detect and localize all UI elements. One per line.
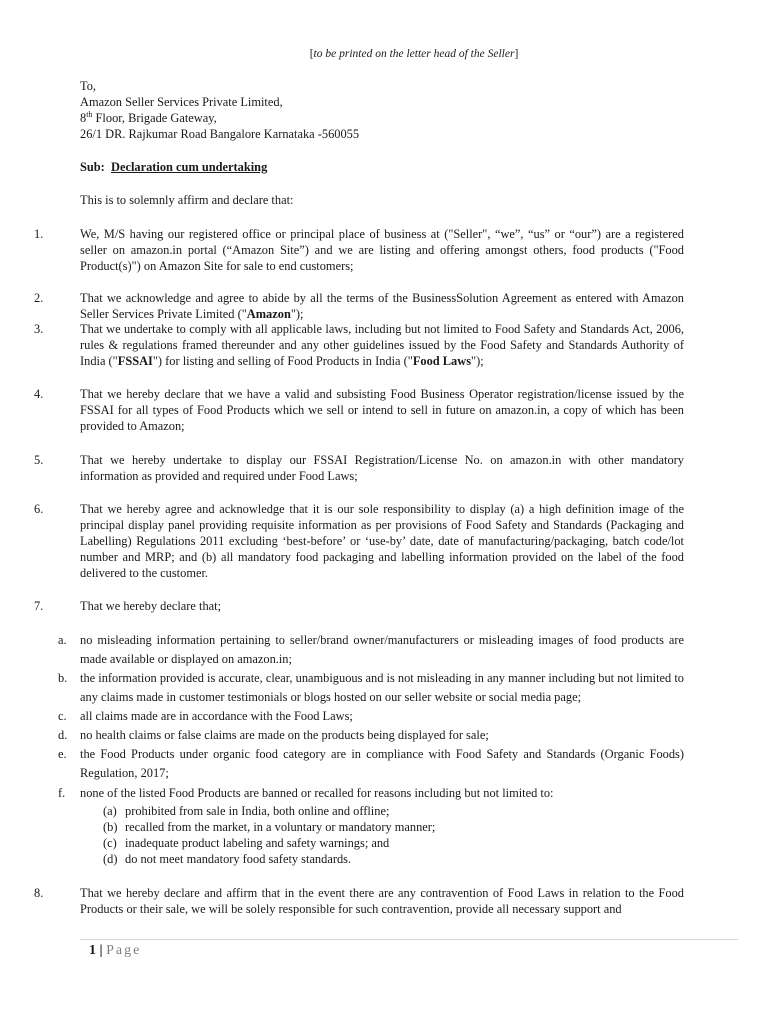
declaration-point-e: the Food Products under organic food category are in compliance with Food Safety and Standards (Organic Foods) Regulation, 2017; bbox=[80, 747, 684, 780]
address-to: To, bbox=[80, 79, 96, 93]
footer-divider bbox=[80, 939, 738, 940]
item-number: 4. bbox=[34, 387, 44, 401]
subject-line: Sub: Declaration cum undertaking bbox=[80, 160, 268, 174]
declaration-paragraph-4: That we hereby declare that we have a valid and subsisting Food Business Operator registration/license issued by the FSSAI for all types of Food Products which we sell or intend to sell in future on amazon.in, a copy of which has been provided to Amazon; bbox=[80, 387, 684, 433]
affirmation-text: This is to solemnly affirm and declare that: bbox=[80, 193, 294, 207]
item-number: 8. bbox=[34, 886, 44, 900]
declaration-point-f: none of the listed Food Products are banned or recalled for reasons including but not limited to: bbox=[80, 786, 554, 800]
page-number: 1 bbox=[89, 943, 96, 958]
declaration-paragraph-7: That we hereby declare that; bbox=[80, 599, 222, 613]
declaration-point-a: no misleading information pertaining to seller/brand owner/manufacturers or misleading images of food products are made available or displayed on amazon.in; bbox=[80, 633, 684, 666]
item-letter: b. bbox=[58, 671, 68, 685]
declaration-point-c: all claims made are in accordance with the Food Laws; bbox=[80, 709, 353, 723]
item-number: 6. bbox=[34, 502, 44, 516]
page-footer: 1 | Page bbox=[89, 943, 142, 958]
declaration-paragraph-2: That we acknowledge and agree to abide by all the terms of the BusinessSolution Agreement as entered with Amazon Seller Services Private Limited ("Amazon"); bbox=[80, 291, 684, 321]
address-company: Amazon Seller Services Private Limited, bbox=[80, 95, 283, 109]
address-floor: 8th Floor, Brigade Gateway, bbox=[80, 109, 217, 125]
item-number: 3. bbox=[34, 322, 44, 336]
sub-point: (b) recalled from the market, in a voluntary or mandatory manner; bbox=[103, 820, 436, 834]
header-note: [to be printed on the letter head of the Seller] bbox=[309, 48, 519, 60]
item-letter: d. bbox=[58, 728, 68, 742]
item-letter: f. bbox=[58, 786, 66, 800]
declaration-point-b: the information provided is accurate, clear, unambiguous and is not misleading in any manner including but not limited to any claims made in customer testimonials or blogs hosted on our seller website or social media page; bbox=[80, 671, 684, 704]
page-label: Page bbox=[106, 943, 142, 958]
sub-point: (d) do not meet mandatory food safety standards. bbox=[103, 852, 352, 866]
item-number: 2. bbox=[34, 291, 44, 305]
declaration-paragraph-8: That we hereby declare and affirm that in the event there are any contravention of Food Laws in relation to the Food Products or their sale, we will be solely responsible for such contravention, provide all necessary support and bbox=[80, 886, 684, 916]
item-letter: c. bbox=[58, 709, 67, 723]
declaration-paragraph-5: That we hereby undertake to display our FSSAI Registration/License No. on amazon.in with other mandatory information as provided and required under Food Laws; bbox=[80, 453, 684, 483]
address-street: 26/1 DR. Rajkumar Road Bangalore Karnataka -560055 bbox=[80, 127, 360, 141]
declaration-paragraph-3: That we undertake to comply with all applicable laws, including but not limited to Food Safety and Standards Act, 2006, rules & regulations framed thereunder and any other guidelines issued by the Food Safety and Standards Authority of India ("FSSAI") for listing and selling of Food Products in India ("Food Laws"); bbox=[80, 322, 684, 368]
declaration-point-d: no health claims or false claims are made on the products being displayed for sale; bbox=[80, 728, 489, 742]
item-number: 5. bbox=[34, 453, 44, 467]
sub-point: (c) inadequate product labeling and safety warnings; and bbox=[103, 836, 390, 850]
sub-point: (a) prohibited from sale in India, both online and offline; bbox=[103, 804, 390, 818]
item-number: 7. bbox=[34, 599, 44, 613]
item-letter: a. bbox=[58, 633, 67, 647]
item-number: 1. bbox=[34, 227, 44, 241]
declaration-paragraph-1: We, M/S having our registered office or principal place of business at ("Seller", “we”, “us” or “our”) are a registered seller on amazon.in portal (“Amazon Site”) and we are listing and offering amongst others, food products ("Food Product(s)") on Amazon Site for sale to end customers; bbox=[80, 227, 684, 273]
item-letter: e. bbox=[58, 747, 67, 761]
declaration-paragraph-6: That we hereby agree and acknowledge that it is our sole responsibility to display (a) a high definition image of the principal display panel providing requisite information as per provisions of Food Safety and Standards (Packaging and Labelling) Regulations 2011 excluding ‘best-before’ or ‘use-by’ date, date of manufacturing/packaging, batch code/lot number and MRP; and (b) all mandatory food packaging and labelling information provided on the label of the food delivered to the customer. bbox=[80, 502, 684, 580]
